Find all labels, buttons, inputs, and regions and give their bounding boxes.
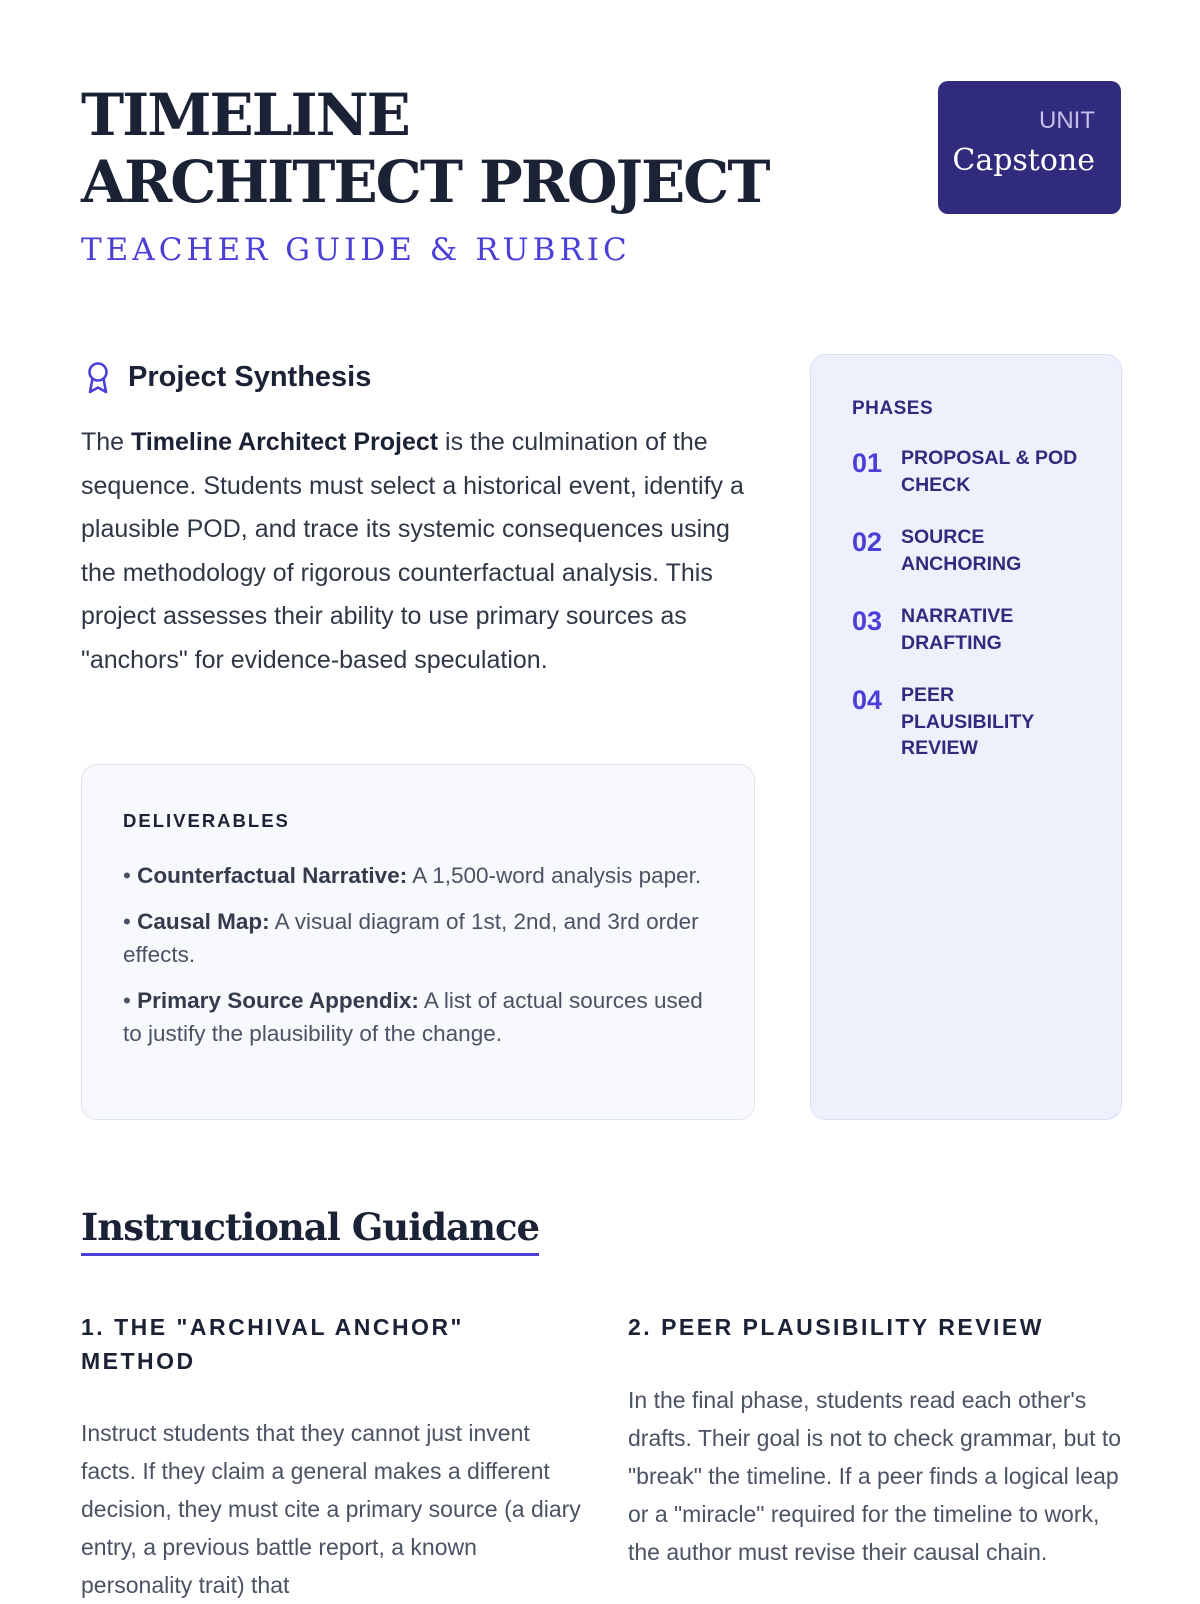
- guidance-section-archival-anchor: [81, 1311, 581, 1604]
- synthesis-body: The Timeline Architect Project is the culmination of the sequence. Students must select a historical event, identify a plausible POD, and trace its systemic consequences using the methodology of rigorous counterfactual analysis. This project assesses their ability to use primary sources as "anchors" for evidence-based speculation.: [81, 428, 744, 674]
- guidance-section-body: Instruct students that they cannot just invent facts. If they claim a general makes a different decision, they must cite a primary source (a diary entry, a previous battle report, a known personality trait) that: [81, 1420, 581, 1598]
- phase-number: 04: [852, 685, 883, 715]
- phase-item: [852, 603, 1121, 656]
- phase-label: PEER PLAUSIBILITY REVIEW: [901, 684, 1034, 759]
- guidance-section-heading: 1. THE "ARCHIVAL ANCHOR" METHOD: [81, 1314, 464, 1374]
- deliverables-card: [81, 764, 755, 1120]
- unit-badge: [938, 81, 1121, 214]
- deliverable-item: • Causal Map: A visual diagram of 1st, 2nd, and 3rd order effects.: [123, 909, 699, 967]
- phase-label: PROPOSAL & POD CHECK: [901, 447, 1078, 496]
- deliverable-item: • Primary Source Appendix: A list of actual sources used to justify the plausibility of the change.: [123, 988, 703, 1046]
- phase-item: [852, 682, 1121, 762]
- phase-number: 02: [852, 527, 883, 557]
- award-ribbon-icon: [85, 361, 111, 395]
- page-title: TIMELINE ARCHITECT PROJECT: [81, 81, 769, 216]
- phases-panel: [810, 354, 1122, 1120]
- synthesis-title: Project Synthesis: [128, 361, 372, 393]
- guidance-section-peer-review: [628, 1311, 1128, 1571]
- unit-label: UNIT: [1039, 107, 1095, 134]
- phases-title: PHASES: [852, 398, 934, 419]
- phase-label: SOURCE ANCHORING: [901, 526, 1022, 575]
- unit-value: Capstone: [952, 143, 1095, 178]
- phase-number: 01: [852, 448, 883, 478]
- phase-label: NARRATIVE DRAFTING: [901, 605, 1014, 654]
- guidance-title: Instructional Guidance: [81, 1203, 539, 1256]
- phase-item: [852, 445, 1121, 498]
- phase-number: 03: [852, 606, 883, 636]
- guidance-section-body: In the final phase, students read each other's drafts. Their goal is not to check grammar, but to "break" the timeline. If a peer finds a logical leap or a "miracle" required for the timeline to work, the author must revise their causal chain.: [628, 1386, 1122, 1565]
- deliverable-item: • Counterfactual Narrative: A 1,500-word analysis paper.: [123, 863, 702, 888]
- guidance-section-heading: 2. PEER PLAUSIBILITY REVIEW: [628, 1314, 1044, 1340]
- deliverables-title: DELIVERABLES: [123, 810, 290, 831]
- teacher-guide-page: [81, 0, 1121, 1600]
- project-name-emphasis: Timeline Architect Project: [131, 428, 439, 456]
- phase-item: [852, 524, 1121, 577]
- page-subtitle: TEACHER GUIDE & RUBRIC: [81, 232, 631, 268]
